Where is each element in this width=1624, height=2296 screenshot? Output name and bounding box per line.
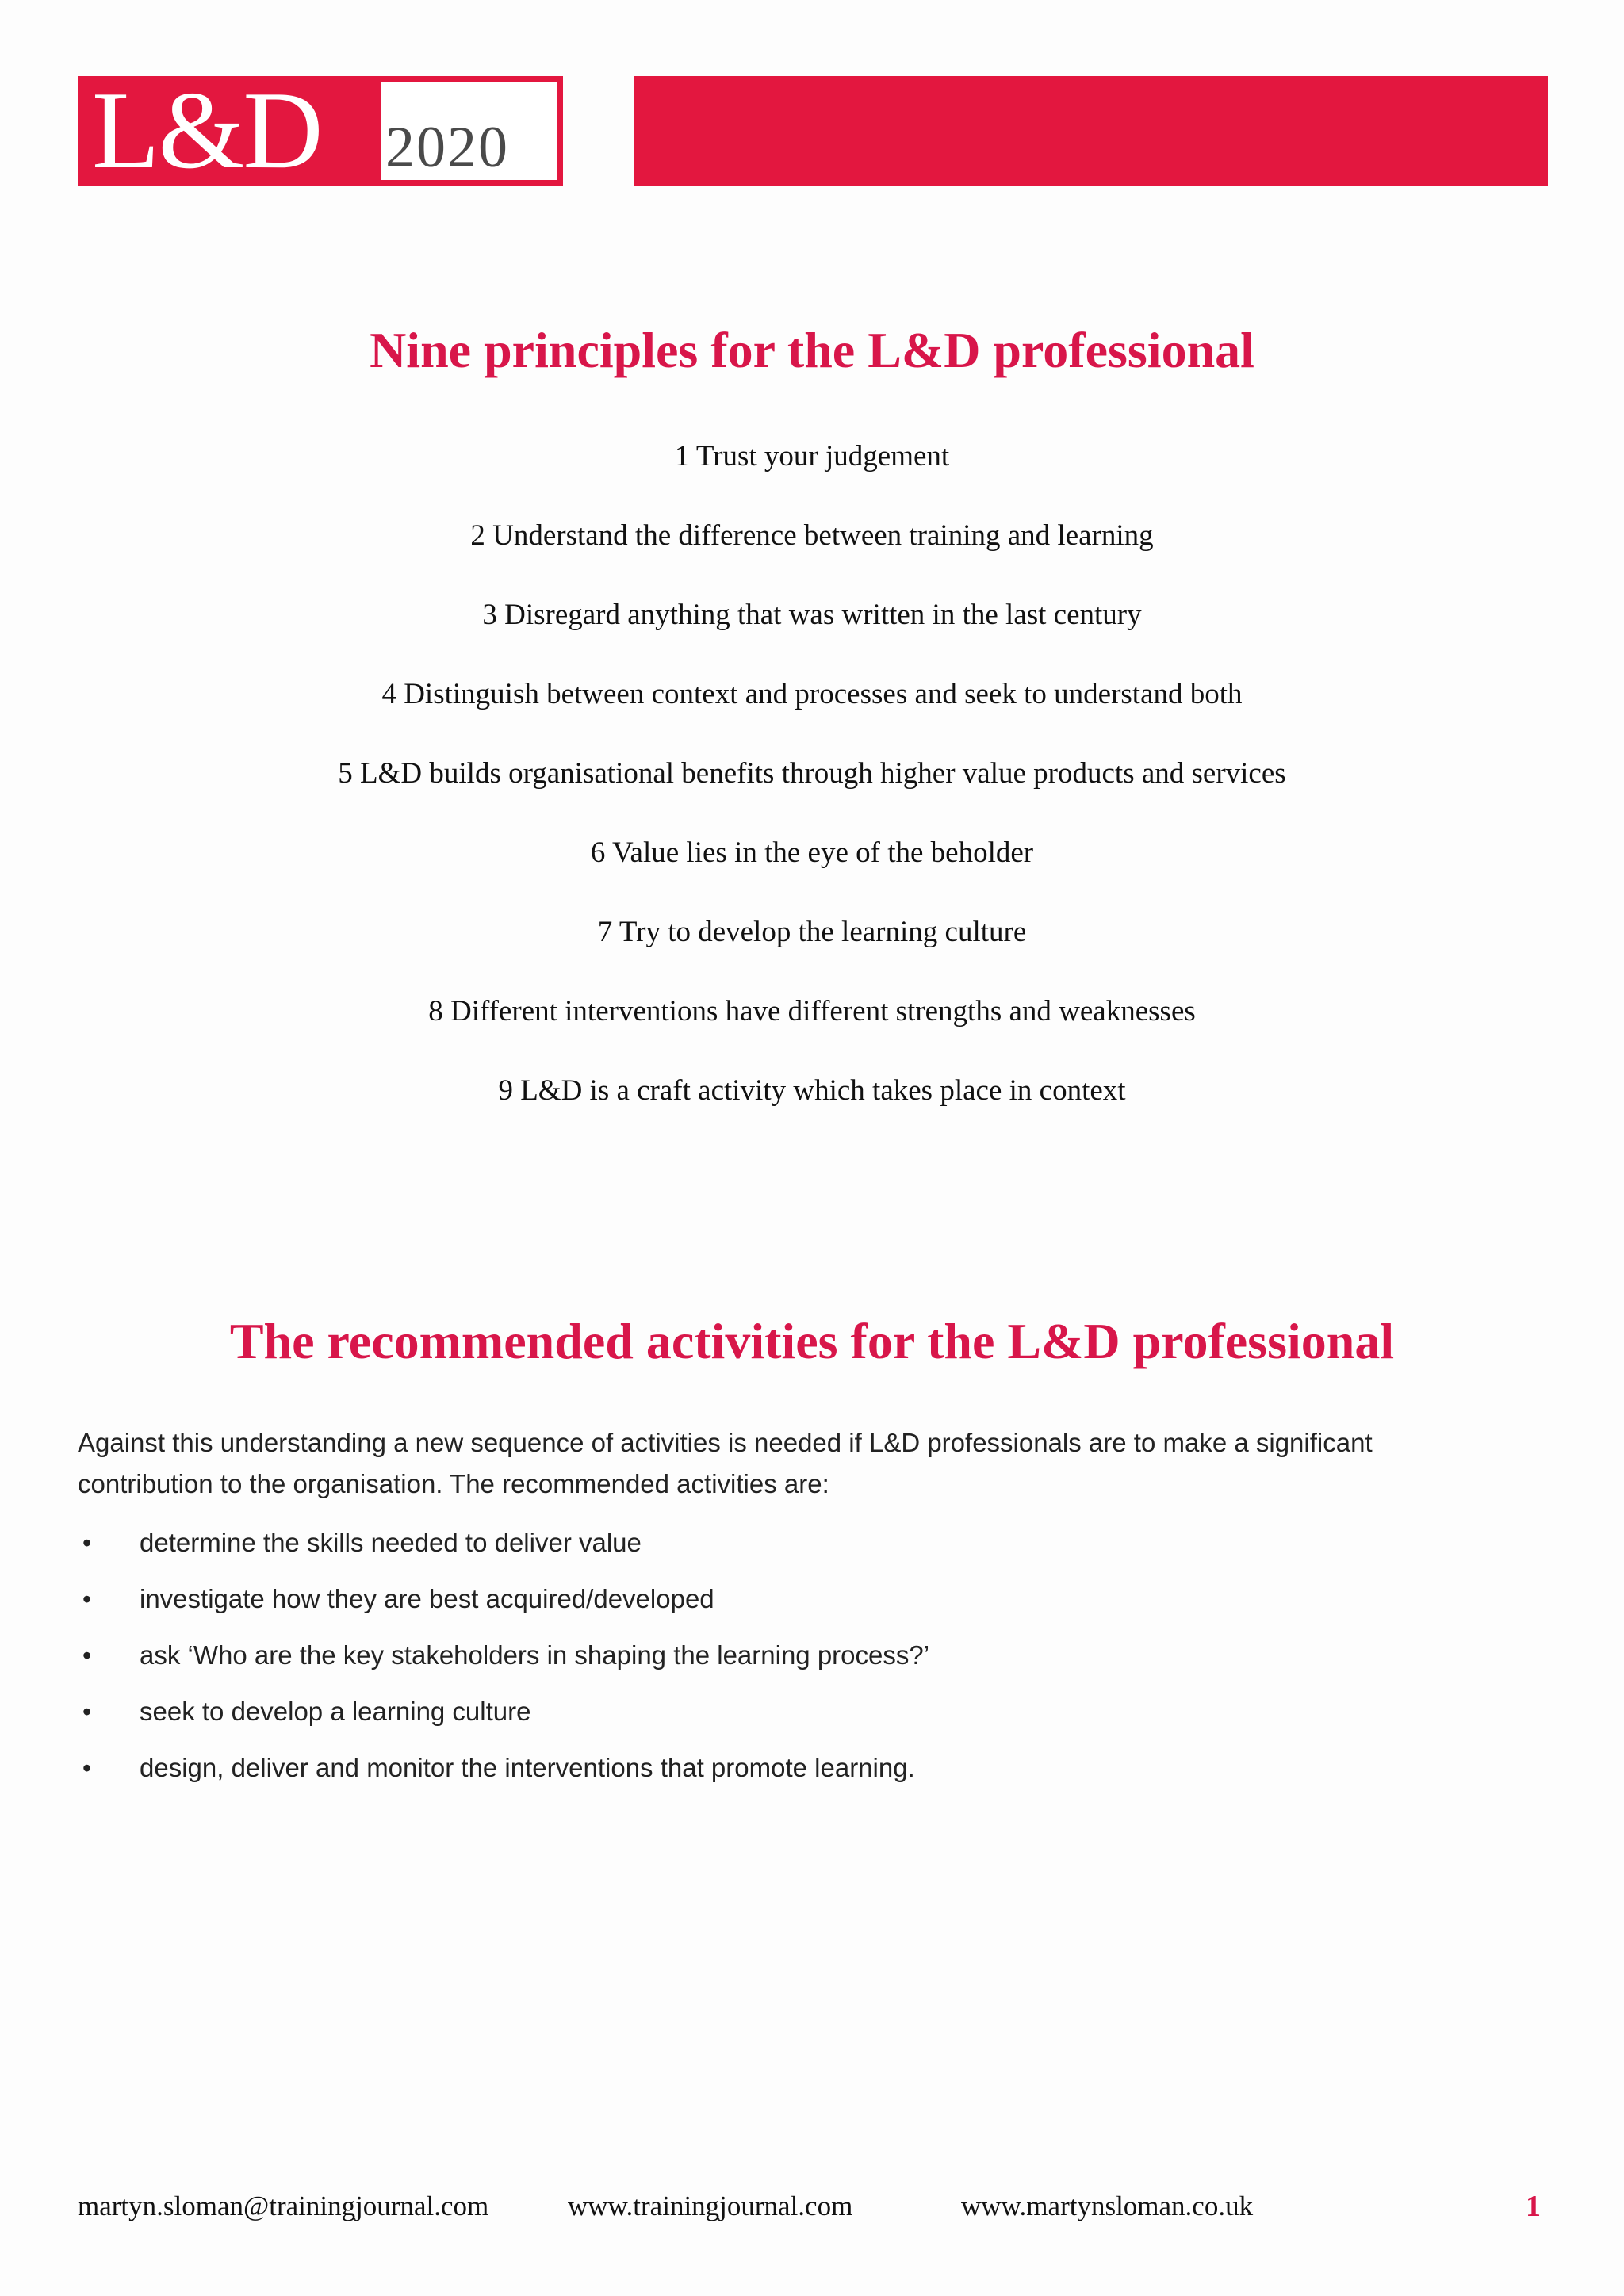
activity-item <box>78 1633 1505 1689</box>
principle-item: 2 Understand the difference between training and learning <box>470 519 1154 552</box>
principles-list <box>0 433 1624 1146</box>
principle-item: 4 Distinguish between context and processes and seek to understand both <box>381 678 1243 710</box>
activity-item <box>78 1746 1505 1802</box>
ld-2020-logo <box>78 69 563 192</box>
bullet-icon: • <box>82 1697 92 1726</box>
logo-main-text: L&D <box>92 69 322 192</box>
activities-title: The recommended activities for the L&D professional <box>229 1313 1395 1369</box>
page-number: 1 <box>1526 2190 1541 2223</box>
principle-item: 5 L&D builds organisational benefits through higher value products and services <box>338 757 1286 790</box>
logo-year-text: 2020 <box>385 115 509 180</box>
activity-text: design, deliver and monitor the interventions that promote learning. <box>140 1753 915 1782</box>
logo-year-box <box>381 82 557 180</box>
activity-text: ask ‘Who are the key stakeholders in shaping the learning process?’ <box>140 1640 930 1670</box>
bullet-icon: • <box>82 1641 92 1670</box>
bullet-icon: • <box>82 1585 92 1613</box>
principle-item: 1 Trust your judgement <box>674 440 950 473</box>
footer-website-martynsloman: www.martynsloman.co.uk <box>961 2191 1254 2221</box>
bullet-icon: • <box>82 1529 92 1557</box>
principle-item: 9 L&D is a craft activity which takes place in context <box>498 1074 1126 1107</box>
principles-title: Nine principles for the L&D professional <box>370 322 1254 378</box>
activity-text: determine the skills needed to deliver value <box>140 1528 642 1557</box>
activity-item <box>78 1521 1505 1577</box>
footer-email: martyn.sloman@trainingjournal.com <box>78 2191 489 2221</box>
activity-item <box>78 1577 1505 1633</box>
activity-text: investigate how they are best acquired/developed <box>140 1584 714 1613</box>
activities-intro: Against this understanding a new sequence of activities is needed if L&D professionals are to make a significant contribution to the organisation. The recommended activities are: <box>78 1428 1373 1498</box>
principle-item: 3 Disregard anything that was written in the last century <box>482 599 1142 631</box>
bullet-icon: • <box>82 1754 92 1782</box>
activity-text: seek to develop a learning culture <box>140 1697 531 1726</box>
header-banner-bar <box>634 76 1548 186</box>
activities-list <box>78 1521 1505 1802</box>
principle-item: 8 Different interventions have different strengths and weaknesses <box>428 995 1196 1027</box>
principle-item: 7 Try to develop the learning culture <box>597 916 1027 948</box>
footer-website-trainingjournal: www.trainingjournal.com <box>568 2191 853 2221</box>
activity-item <box>78 1689 1505 1746</box>
principle-item: 6 Value lies in the eye of the beholder <box>590 836 1034 869</box>
